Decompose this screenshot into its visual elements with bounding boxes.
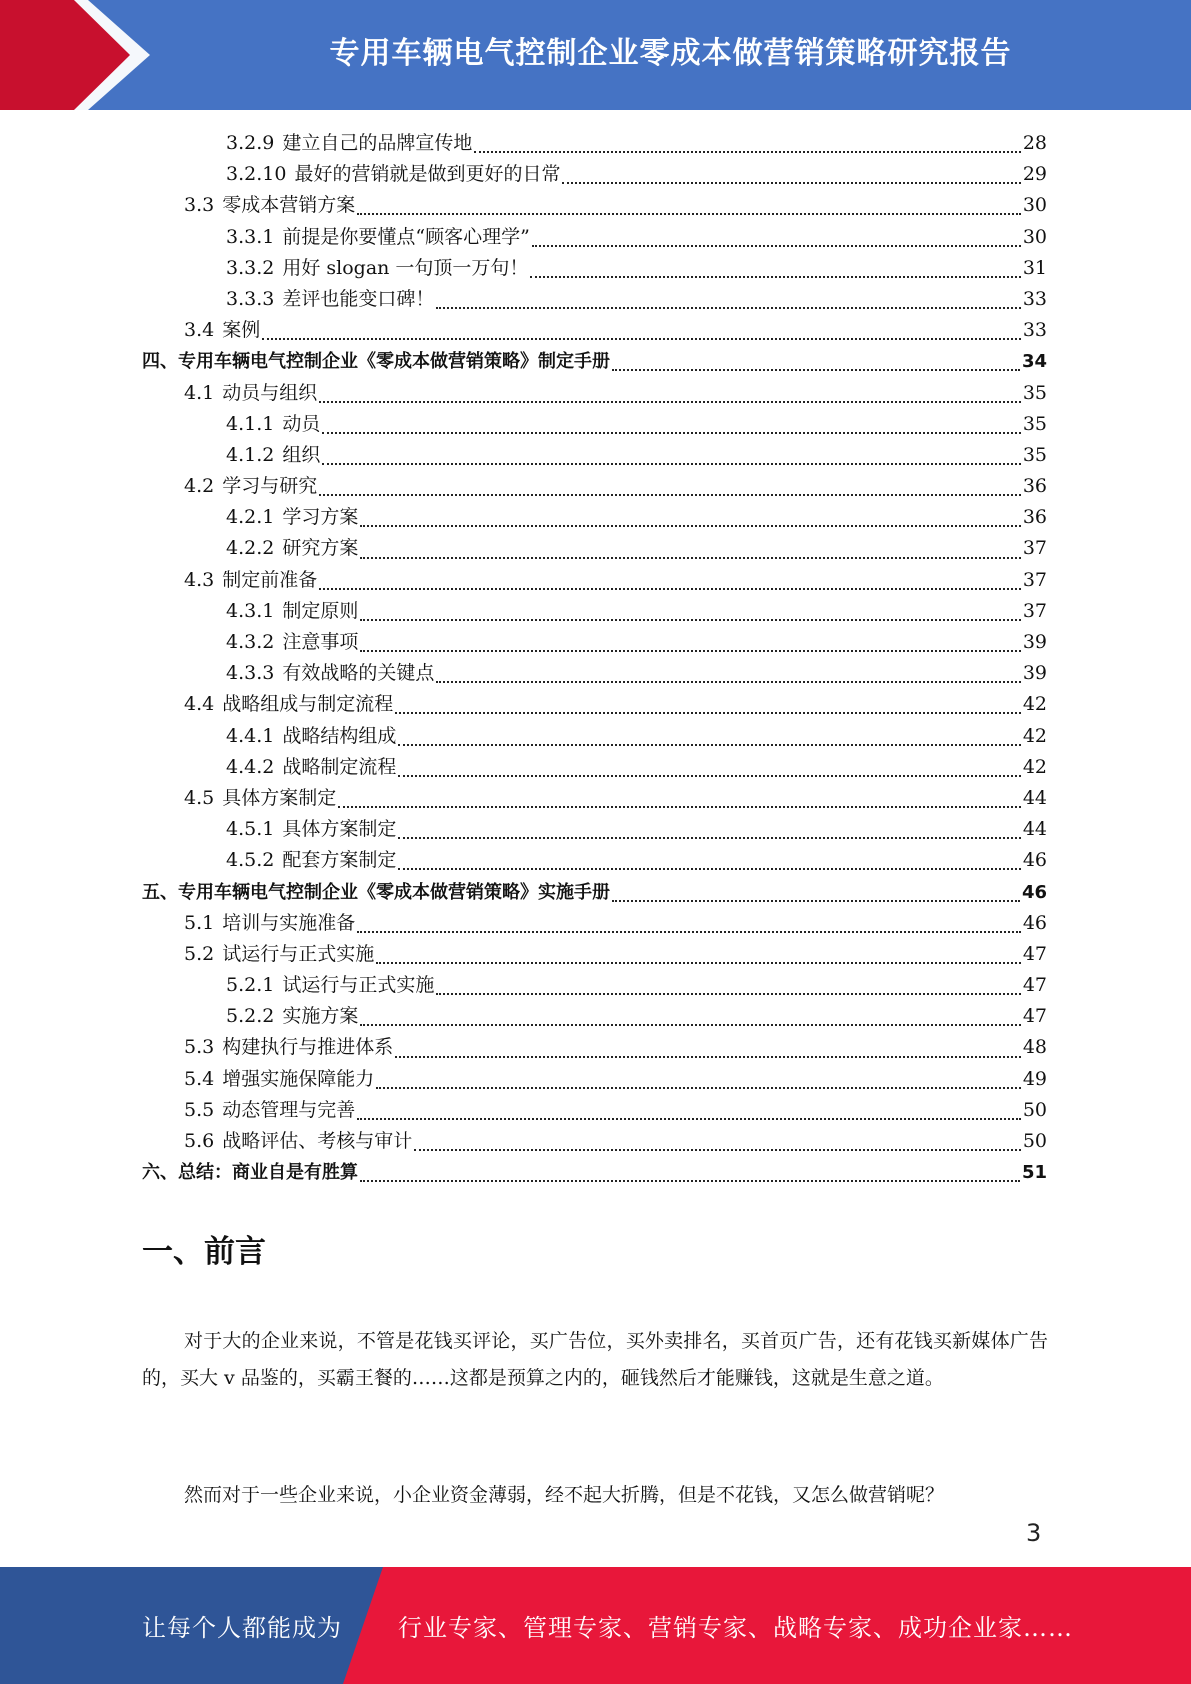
toc-entry-page: 28 [1022, 132, 1047, 154]
toc-entry-number: 5.4 [184, 1067, 215, 1090]
toc-entry[interactable] [0, 1064, 1191, 1095]
toc-entry-title: 制定原则 [282, 599, 359, 622]
toc-dot-leader [532, 244, 1021, 247]
toc-entry-title: 动员 [282, 412, 321, 435]
report-title: 专用车辆电气控制企业零成本做营销策略研究报告 [329, 36, 1012, 71]
toc-entry[interactable] [0, 440, 1191, 471]
toc-entry[interactable] [0, 253, 1191, 284]
toc-entry-number: 5.6 [184, 1130, 215, 1152]
toc-entry-page: 37 [1022, 599, 1047, 622]
toc-entry-title: 建立自己的品牌宣传地 [282, 132, 473, 154]
toc-entry[interactable] [0, 1157, 1191, 1188]
toc-dot-leader [562, 181, 1020, 184]
toc-entry[interactable] [0, 190, 1191, 221]
toc-entry-page: 50 [1022, 1098, 1047, 1121]
toc-dot-leader [398, 836, 1020, 839]
toc-entry-page: 35 [1022, 412, 1047, 435]
toc-dot-leader [376, 961, 1021, 964]
toc-entry-title: 具体方案制定 [222, 786, 337, 809]
toc-entry[interactable] [0, 658, 1191, 689]
toc-entry-title: 研究方案 [282, 537, 359, 560]
toc-entry-number: 3.3.1 [226, 225, 275, 248]
toc-entry-page: 36 [1022, 506, 1047, 529]
toc-entry-number: 4.2 [184, 475, 215, 498]
toc-entry-page: 42 [1022, 755, 1047, 778]
toc-entry[interactable] [0, 284, 1191, 315]
toc-dot-leader [612, 368, 1020, 371]
toc-entry[interactable] [0, 159, 1191, 190]
toc-entry[interactable] [0, 596, 1191, 627]
toc-dot-leader [395, 711, 1021, 714]
toc-entry-title: 制定前准备 [222, 568, 318, 591]
toc-entry-page: 39 [1022, 662, 1047, 685]
toc-entry-title: 组织 [282, 443, 321, 466]
toc-dot-leader [395, 1055, 1021, 1058]
toc-dot-leader [357, 930, 1021, 933]
toc-entry-title: 动员与组织 [222, 381, 318, 404]
page-footer [0, 1567, 1191, 1684]
toc-entry-page: 39 [1022, 631, 1047, 653]
toc-entry-page: 47 [1022, 974, 1047, 997]
toc-entry-number: 4.5.1 [226, 818, 275, 841]
toc-entry-title: 案例 [222, 319, 261, 342]
toc-entry-page: 49 [1022, 1067, 1047, 1090]
toc-entry[interactable] [0, 939, 1191, 970]
toc-entry-title: 试运行与正式实施 [282, 974, 435, 997]
toc-entry-page: 30 [1022, 225, 1047, 248]
toc-entry-number: 3.2.10 [226, 163, 287, 186]
toc-dot-leader [436, 680, 1020, 683]
toc-dot-leader [360, 524, 1020, 527]
toc-entry-page: 42 [1022, 693, 1047, 716]
toc-entry-number: 3.3.3 [226, 287, 275, 310]
toc-entry[interactable] [0, 502, 1191, 533]
toc-entry-page: 37 [1022, 537, 1047, 560]
toc-entry-page: 30 [1022, 194, 1047, 217]
toc-entry[interactable] [0, 814, 1191, 845]
toc-entry[interactable] [0, 970, 1191, 1001]
toc-entry[interactable] [0, 346, 1191, 377]
toc-entry-title: 有效战略的关键点 [282, 662, 435, 685]
toc-entry[interactable] [0, 1095, 1191, 1126]
toc-dot-leader [357, 1117, 1021, 1120]
toc-entry-number: 5.5 [184, 1098, 215, 1121]
table-of-contents [0, 128, 1191, 1188]
toc-entry-title: 前提是你要懂点“顾客心理学” [282, 225, 530, 248]
toc-dot-leader [436, 992, 1020, 995]
toc-entry-title: 学习方案 [282, 506, 359, 529]
toc-entry-number: 5.2 [184, 942, 215, 965]
toc-entry-number: 4.3.3 [226, 662, 275, 685]
toc-entry[interactable] [0, 845, 1191, 876]
toc-dot-leader [322, 431, 1020, 434]
toc-entry-page: 36 [1022, 475, 1047, 498]
toc-entry-page: 42 [1022, 724, 1047, 747]
toc-entry-title: 构建执行与推进体系 [222, 1036, 394, 1059]
toc-entry-number: 5.2.2 [226, 1005, 275, 1028]
footer-slogan-left: 让每个人都能成为 [142, 1614, 342, 1642]
toc-entry[interactable] [0, 1126, 1191, 1157]
paragraph: 然而对于一些企业来说，小企业资金薄弱，经不起大折腾，但是不花钱，又怎么做营销呢？ [184, 1484, 945, 1506]
toc-dot-leader [319, 493, 1021, 496]
toc-entry-page: 50 [1022, 1130, 1047, 1152]
toc-entry-title: 配套方案制定 [282, 849, 397, 872]
toc-dot-leader [376, 1086, 1021, 1089]
toc-entry-number: 5.3 [184, 1036, 215, 1059]
toc-entry-page: 44 [1022, 786, 1047, 809]
toc-entry-number: 3.3.2 [226, 256, 275, 279]
section-heading: 一、前言 [142, 1234, 266, 1270]
toc-entry[interactable] [0, 627, 1191, 658]
toc-entry-title: 增强实施保障能力 [222, 1067, 375, 1090]
toc-entry-page: 35 [1022, 381, 1047, 404]
toc-entry-page: 47 [1022, 1005, 1047, 1028]
toc-dot-leader [612, 899, 1020, 902]
toc-entry-page: 46 [1022, 911, 1047, 934]
toc-dot-leader [319, 400, 1021, 403]
toc-entry-number: 4.5.2 [226, 849, 275, 872]
toc-entry-page: 29 [1022, 163, 1047, 186]
toc-entry-page: 46 [1022, 849, 1047, 872]
toc-entry-number: 4.1.1 [226, 412, 275, 435]
toc-entry-title: 战略组成与制定流程 [222, 693, 394, 716]
toc-entry-title: 五、专用车辆电气控制企业《零成本做营销策略》实施手册 [142, 881, 610, 903]
toc-entry-title: 动态管理与完善 [222, 1098, 356, 1121]
toc-entry-number: 4.3 [184, 568, 215, 591]
toc-entry-title: 战略结构组成 [282, 724, 397, 747]
toc-entry-title: 实施方案 [282, 1005, 359, 1028]
toc-entry-title: 试运行与正式实施 [222, 942, 375, 965]
toc-entry[interactable] [0, 877, 1191, 908]
toc-entry-page: 34 [1021, 351, 1047, 373]
footer-slogan-right: 行业专家、管理专家、营销专家、战略专家、成功企业家…… [398, 1614, 1073, 1642]
toc-dot-leader [398, 867, 1020, 870]
toc-entry[interactable] [0, 689, 1191, 720]
toc-dot-leader [360, 1179, 1020, 1182]
toc-entry[interactable] [0, 533, 1191, 564]
toc-entry-page: 48 [1022, 1036, 1047, 1059]
page-header [0, 0, 1191, 110]
toc-entry-number: 4.3.1 [226, 599, 275, 622]
toc-dot-leader [357, 212, 1021, 215]
toc-entry[interactable] [0, 128, 1191, 159]
toc-entry-number: 4.3.2 [226, 631, 275, 653]
toc-entry-title: 六、总结：商业自是有胜算 [142, 1162, 358, 1184]
toc-entry-title: 具体方案制定 [282, 818, 397, 841]
toc-entry-number: 4.2.1 [226, 506, 275, 529]
toc-entry-number: 4.2.2 [226, 537, 275, 560]
page-number: 3 [1026, 1519, 1042, 1547]
toc-dot-leader [360, 618, 1020, 621]
toc-entry[interactable] [0, 1032, 1191, 1063]
toc-entry[interactable] [0, 378, 1191, 409]
toc-entry[interactable] [0, 752, 1191, 783]
toc-dot-leader [319, 587, 1021, 590]
toc-entry-title: 学习与研究 [222, 475, 318, 498]
toc-dot-leader [262, 337, 1021, 340]
toc-entry-page: 31 [1022, 256, 1047, 279]
toc-entry-number: 3.4 [184, 319, 215, 342]
toc-entry-number: 5.2.1 [226, 974, 275, 997]
toc-entry-number: 4.1.2 [226, 443, 275, 466]
toc-entry-title: 零成本营销方案 [222, 194, 356, 217]
toc-entry-page: 47 [1022, 942, 1047, 965]
toc-dot-leader [360, 649, 1020, 652]
toc-entry-title: 差评也能变口碑！ [282, 287, 435, 310]
toc-dot-leader [414, 1148, 1021, 1151]
toc-entry[interactable] [0, 1001, 1191, 1032]
toc-entry-page: 51 [1021, 1162, 1047, 1184]
toc-entry-number: 3.2.9 [226, 132, 275, 154]
toc-entry[interactable] [0, 409, 1191, 440]
toc-entry-number: 4.5 [184, 786, 215, 809]
toc-entry-number: 5.1 [184, 911, 215, 934]
toc-dot-leader [360, 556, 1020, 559]
toc-entry[interactable] [0, 908, 1191, 939]
toc-dot-leader [436, 306, 1020, 309]
toc-dot-leader [398, 774, 1020, 777]
toc-entry[interactable] [0, 721, 1191, 752]
toc-entry[interactable] [0, 471, 1191, 502]
toc-entry[interactable] [0, 783, 1191, 814]
toc-dot-leader [338, 805, 1021, 808]
header-chevron-shape [0, 0, 160, 110]
toc-entry-title: 四、专用车辆电气控制企业《零成本做营销策略》制定手册 [142, 351, 610, 373]
toc-entry-page: 35 [1022, 443, 1047, 466]
toc-entry-title: 注意事项 [282, 631, 359, 653]
toc-dot-leader [398, 743, 1020, 746]
toc-entry-number: 4.4 [184, 693, 215, 716]
toc-entry[interactable] [0, 565, 1191, 596]
toc-entry-title: 最好的营销就是做到更好的日常 [294, 163, 561, 186]
toc-entry[interactable] [0, 315, 1191, 346]
toc-entry-title: 培训与实施准备 [222, 911, 356, 934]
toc-entry[interactable] [0, 222, 1191, 253]
toc-entry-number: 4.4.1 [226, 724, 275, 747]
toc-entry-page: 33 [1022, 319, 1047, 342]
toc-dot-leader [530, 275, 1020, 278]
toc-entry-title: 战略评估、考核与审计 [222, 1130, 413, 1152]
toc-entry-page: 33 [1022, 287, 1047, 310]
toc-dot-leader [322, 462, 1020, 465]
toc-entry-title: 战略制定流程 [282, 755, 397, 778]
toc-entry-page: 44 [1022, 818, 1047, 841]
toc-entry-title: 用好 slogan 一句顶一万句！ [282, 256, 529, 279]
toc-dot-leader [360, 1023, 1020, 1026]
toc-entry-page: 37 [1022, 568, 1047, 591]
toc-entry-number: 4.1 [184, 381, 215, 404]
toc-entry-number: 3.3 [184, 194, 215, 217]
paragraph: 对于大的企业来说，不管是花钱买评论，买广告位，买外卖排名，买首页广告，还有花钱买新媒体广告的，买大 v 品鉴的，买霸王餐的……这都是预算之内的，砸钱然后才能赚钱，这就是生意之道。 [142, 1330, 1048, 1389]
toc-entry-page: 46 [1021, 881, 1047, 903]
toc-entry-number: 4.4.2 [226, 755, 275, 778]
toc-dot-leader [474, 150, 1020, 153]
